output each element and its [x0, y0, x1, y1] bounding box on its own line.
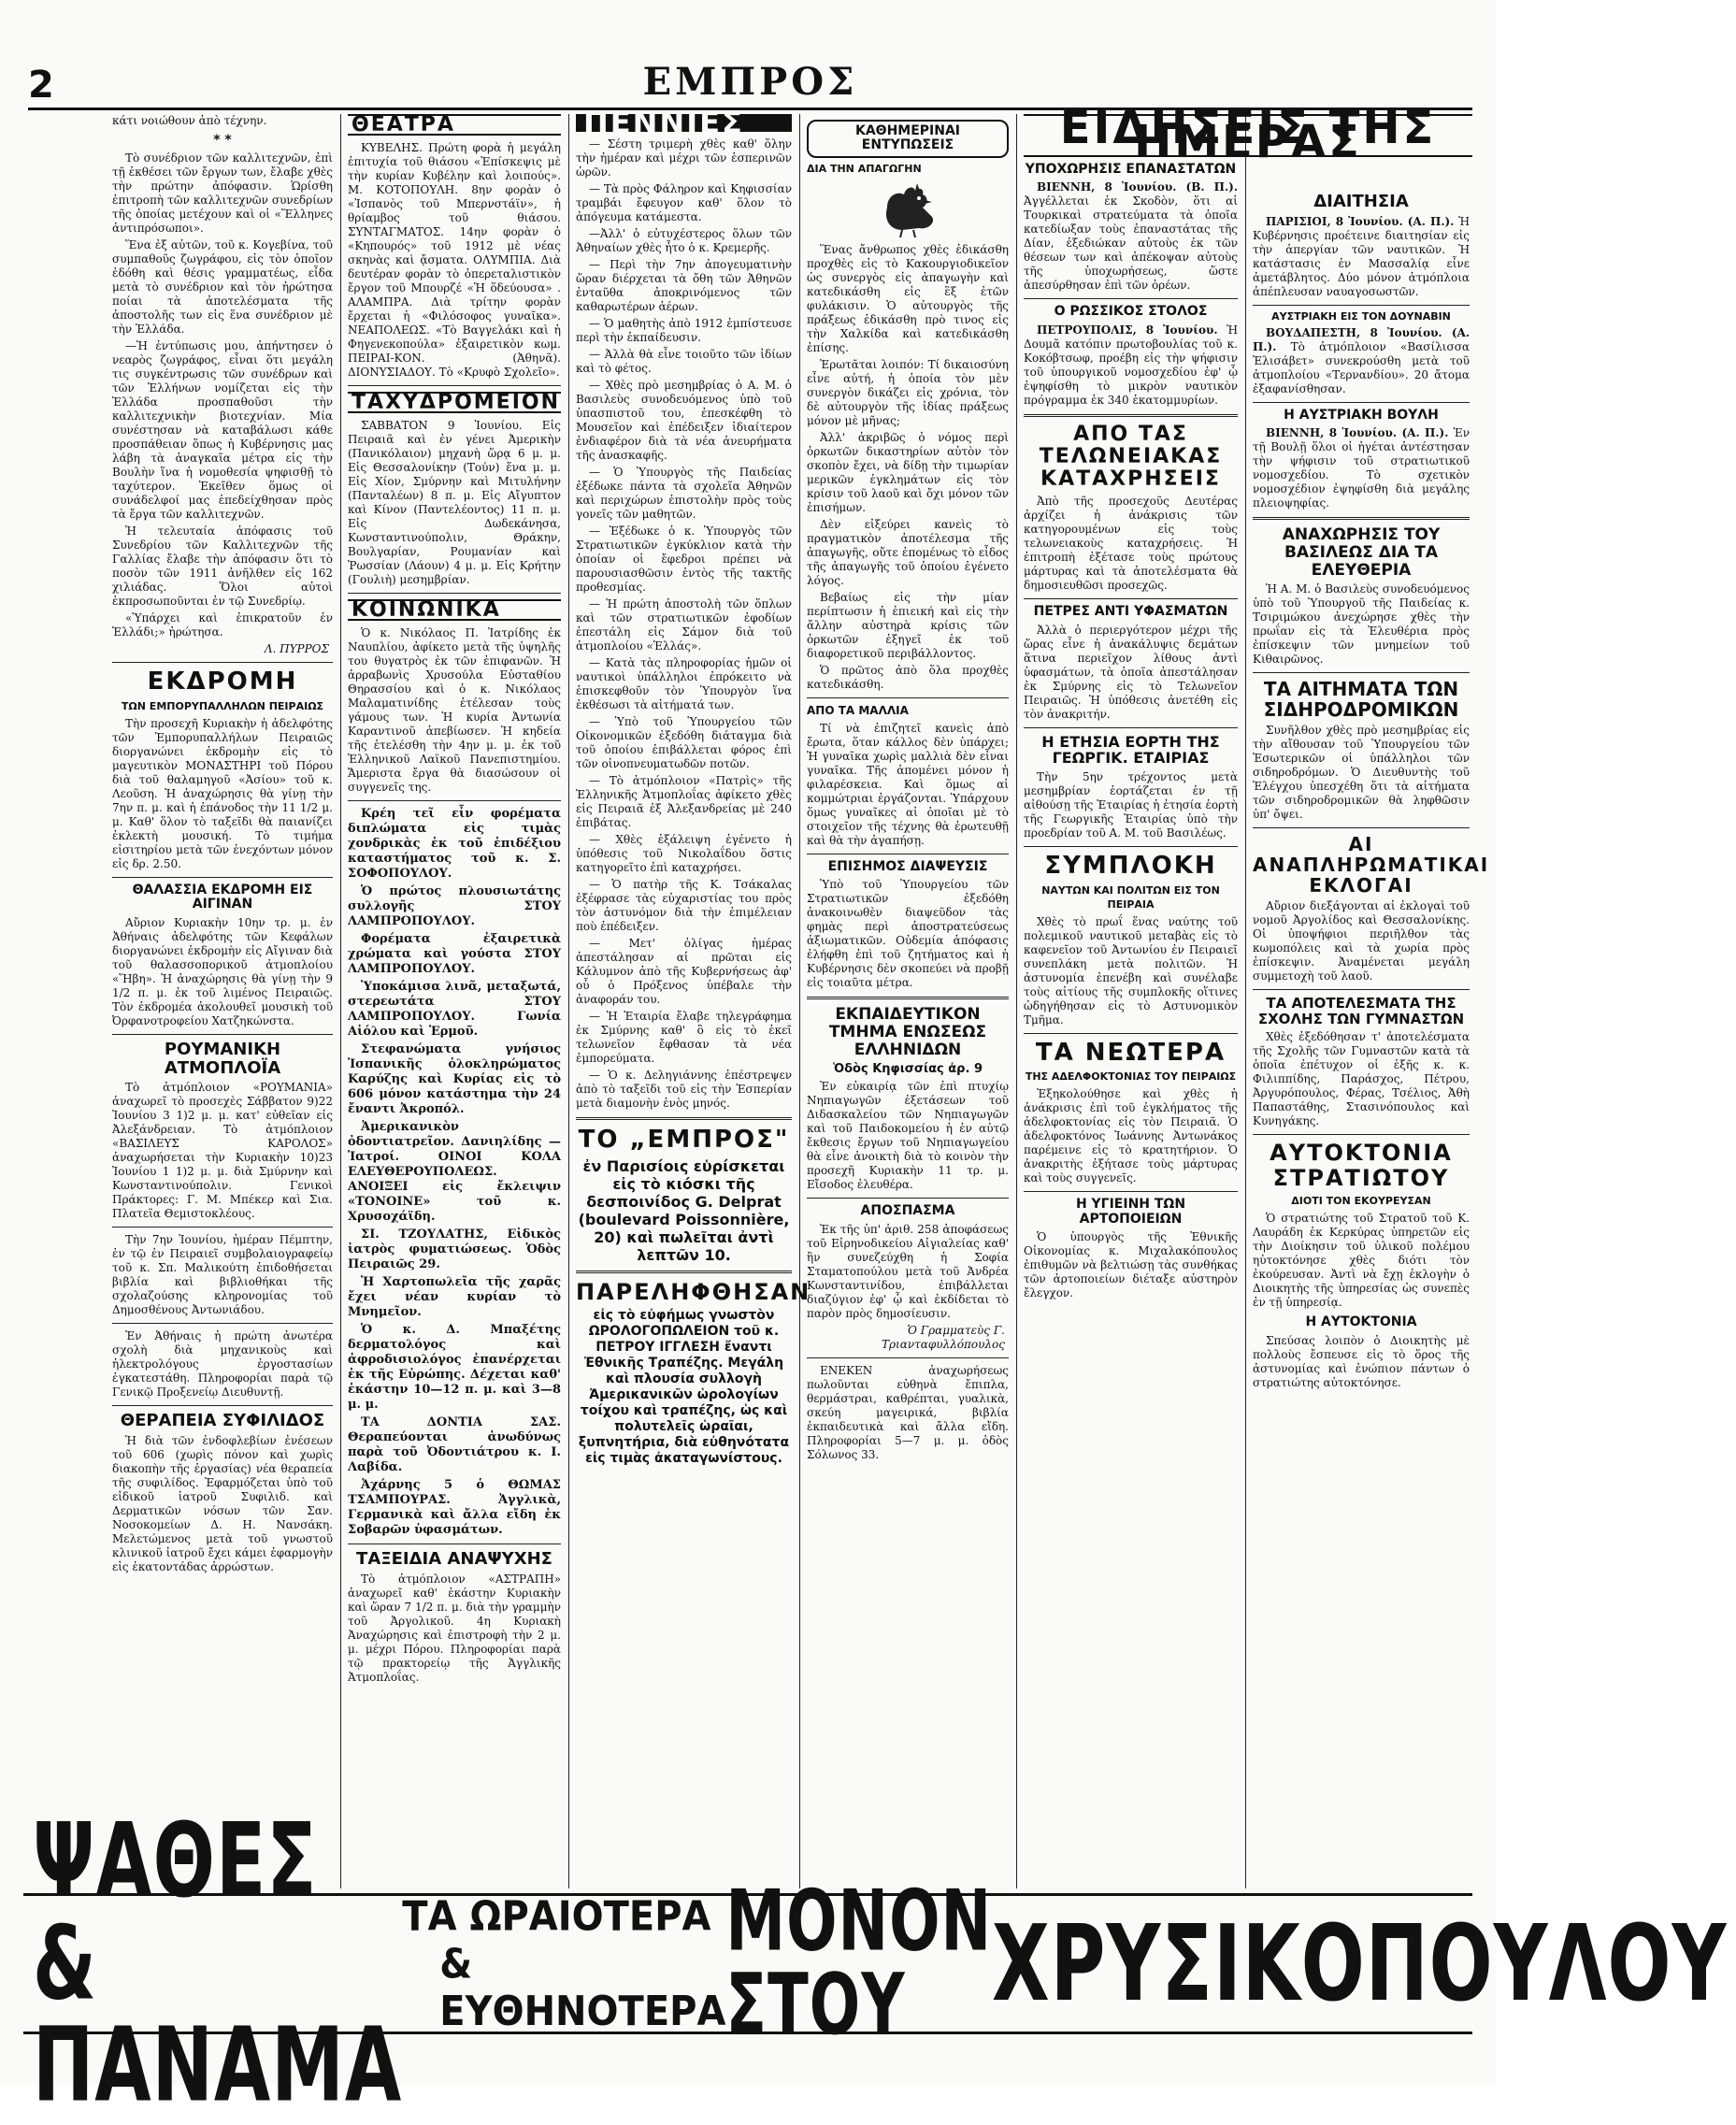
dounavis-text — [1253, 326, 1470, 396]
divider — [1253, 1134, 1470, 1135]
divider — [1253, 672, 1470, 673]
neotera-subheadline: ΤΗΣ ΑΔΕΛΦΟΚΤΟΝΙΑΣ ΤΟΥ ΠΕΙΡΑΙΩΣ — [1025, 1070, 1237, 1084]
pennies-paragraph: — Ὁ μαθητὴς ἀπὸ 1912 ἐμπίστευσε περὶ τὴν ἐκπαίδευσιν. — [576, 317, 792, 344]
pennies-paragraph: — Ἡ πρώτη ἀποστολὴ τῶν ὅπλων καὶ τῶν στρατιωτικῶν ἐφοδίων ἐπεστάλη εἰς Σάμον διὰ τοῦ ἀτμοπλοίου «Ἑλλάς». — [576, 597, 792, 653]
parelifthisan-text: εἰς τὸ εὐφήμως γνωστὸν ΩΡΟΛΟΓΟΠΩΛΕΙΟΝ τοῦ κ. ΠΕΤΡΟΥ ΙΓΓΛΕΣΗ ἔναντι Ἐθνικῆς Τραπέζης. Μεγάλη καὶ πλουσία συλλογὴ Ἀμερικανικῶν ὡρολογίων τοίχου καὶ τραπέζης, ὡς καὶ πολυτελεῖς ὡραῖαι, ξυπνητήρια, διὰ εὐθηνότατα εἰς τιμὰς ἀκαταγωνίστους. — [578, 1307, 790, 1466]
pennies-paragraph: — Μετ' ὀλίγας ἡμέρας ἀπεστάλησαν αἱ πρῶται εἰς Κάλυμνον ἀπὸ τῆς Κυβερνήσεως ἀφ' οὗ ὁ Πρόξενος ὑπέβαλε τὴν ἀναφοράν του. — [576, 937, 792, 1006]
katachriseis-text: Ἀπὸ τῆς προσεχοῦς Δευτέρας ἀρχίζει ἡ ἀνάκρισις τῶν κατηγορουμένων εἰς τοὺς τελωνειακοὺς καταχρήσεις. Ἡ ἐπιτροπὴ ἐξέτασε τοὺς πρώτους μάρτυρας καὶ τὰ ἀποτελέσματα θὰ δημοσιευθῶσι προσεχῶς. — [1024, 495, 1238, 593]
divider — [112, 877, 333, 878]
kathimerinai-paragraph: Δὲν εἰξεύρει κανεὶς τὸ πραγματικὸν ἀποτέλεσμα τῆς ἀπαγωγῆς, οὔτε ἐπομένως τὸ εἶδος τῆς ἀπαγωγῆς τοῦ ὁποίου ἐγένετο λόγος. — [807, 517, 1009, 587]
ekdromi-subheadline: ΤΩΝ ΕΜΠΟΡΥΠΑΛΛΗΛΩΝ ΠΕΙΡΑΙΩΣ — [121, 699, 324, 712]
column-3 — [576, 105, 811, 1888]
masthead: ΕΜΠΡΟΣ — [642, 60, 858, 104]
gymnastes-text: Χθὲς ἐξεδόθησαν τ' ἀποτελέσματα τῆς Σχολῆς τῶν Γυμναστῶν κατὰ τὰ ὁποῖα ἐπέτυχον οἱ ἑξῆς κ. κ. Φιλιππίδης, Παράσχος, Πέτρου, Ἀργυρόπουλος, Φέρας, Τσέλιος, Ἀθὴ Παπαστάθης, Στασινόπουλος καὶ Κυνηγάκης. — [1253, 1030, 1470, 1128]
autoktonia-text: Ὁ στρατιώτης τοῦ Στρατοῦ τοῦ Κ. Λαυράδη ἐκ Κερκύρας ὑπηρετῶν εἰς τὴν Διοίκησιν τοῦ ὑλικοῦ πολέμου ηὐτοκτόνησε χθὲς διότι τὸν ἐκούρευσαν. Ἀντὶ νὰ ἔχῃ ἐκλογὴν ὁ Διοικητὴς τῆς ὑπηρεσίας ὡς συνεπὲς ἐν τῇ ὑπηρεσίᾳ. — [1253, 1212, 1470, 1310]
footer-advertisement — [23, 1802, 1728, 2125]
divider — [807, 1357, 1009, 1358]
dateline: ΠΕΤΡΟΥΠΟΛΙΣ, 8 Ἰουνίου. — [1037, 323, 1218, 337]
pennies-paragraph: — Τὸ ἀτμόπλοιον «Πατρὶς» τῆς Ἑλληνικῆς Ἀτμοπλοΐας ἀφίκετο χθὲς εἰς Πειραιᾶ ἐξ Ἀλεξανδρείας μὲ 240 ἐπιβάτας. — [576, 774, 792, 829]
divider — [1253, 517, 1470, 520]
divider — [112, 1405, 333, 1406]
episimos-headline: ΕΠΙΣΗΜΟΣ ΔΙΑΨΕΥΣΙΣ — [827, 858, 988, 874]
theatra-text: ΚΥΒΕΛΗΣ. Πρώτη φορὰ ἡ μεγάλη ἐπιτυχία τοῦ θιάσου «Ἐπίσκεψις μὲ τὴν κυρίαν Κυβέλην καὶ λοιπούς». Μ. ΚΟΤΟΠΟΥΛΗ. 8ην φορὰν ὁ «Ἰσπανὸς τοῦ Μπερνστάϊν», ἡ θρίαμβος τοῦ θιάσου. ΣΥΝΤΑΓΜΑΤΟΣ. 14ην φορὰν ὁ «Κηπουρός» τοῦ 1912 μὲ νέας σκηνὰς καὶ ᾄσματα. ΟΛΥΜΠΙΑ. Διὰ δευτέραν φορὰν τὸ ὀπερεταλιστικὸν ἔργον τοῦ Μπουρζέ «Ἡ ὅδεύουσα» . ΑΛΑΜΠΡΑ. Διὰ τρίτην φορὰν ἔρχεται ἡ «Φιλόσοφος γυναῖκα». ΝΕΑΠΟΛΕΩΣ. «Τὸ Βαγγελάκι καὶ ἡ Φηγενεκοπούλα» ἐξαιρετικὸν κωμ. ΠΕΙΡΑΙ-ΚΟΝ. (Ἀθηνᾶ). ΔΙΟΝΥΣΙΑΔΟΥ. Τὸ «Κρυφὸ Σχολεῖο». — [348, 141, 561, 379]
ad-item: Κρέη τεῖ εἶν φορέματα διπλώματα εἰς τιμὰς χονδρικὰς ἐκ τοῦ ἐπιδέξιου καταστήματος τοῦ κ. Σ. ΣΟΦΟΠΟΥΛΟΥ. — [348, 807, 561, 881]
article-paragraph: Τὸ συνέδριον τῶν καλλιτεχνῶν, ἐπὶ τῇ ἐκθέσει τῶν ἔργων των, ἔλαβε χθὲς τὴν πρώτην ἀπόφασιν. Ὡρίσθη ἐπιτροπὴ τῶν καλλιτεχνῶν συνεδρίων τῆς ὁποίας μετέχουν καὶ οἱ «Ἕλληνες ἀντιπρόσωποι». — [112, 151, 333, 236]
eorti-text: Τὴν 5ην τρέχοντος μετὰ μεσημβρίαν ἑορτάζεται ἐν τῇ αἰθούσῃ τῆς Ἑταιρίας ἡ ἐτησία ἑορτὴ τῆς Γεωργικῆς Ἑταιρίας ὑπὸ τὴν προεδρίαν τοῦ Α. Μ. τοῦ Βασιλέως. — [1024, 769, 1238, 840]
ypochoriseis-text — [1024, 180, 1238, 293]
vouli-headline: Η ΑΥΣΤΡΙΑΚΗ ΒΟΥΛΗ — [1284, 407, 1439, 423]
divider — [1024, 298, 1238, 299]
pennies-paragraph: — Σέστη τριμερὴ χθὲς καθ' ὅλην τὴν ἡμέραν καὶ μέχρι τῶν ἑσπερινῶν ὡρῶν. — [576, 137, 792, 179]
diaitisia-headline: ΔΙΑΙΤΗΣΙΑ — [1313, 192, 1409, 211]
column-1 — [112, 114, 333, 1888]
divider — [348, 385, 561, 386]
symploki-subheadline: ΝΑΥΤΩΝ ΚΑΙ ΠΟΛΙΤΩΝ ΕΙΣ ΤΟΝ ΠΕΙΡΑΙΑ — [1041, 883, 1220, 911]
dounavis-body: Τὸ ἀτμόπλοιον «Βασίλισσα Ἐλισάβετ» συνεκρούσθη μετὰ τοῦ ἀτμοπλοίου «Τερνανδίου». 20 ἄτομα ἐξαφανίσθησαν. — [1253, 339, 1470, 395]
footer-ad-only-at: ΜΟΝΟΝ ΣΤΟΥ — [725, 1873, 993, 2055]
petres-text: Ἀλλὰ ὁ περιεργότερον μέχρι τῆς ὥρας εἶνε ἡ ἀνακάλυψις δεμάτων ἅτινα περιεῖχον λίθους ἀντὶ ὑφασμάτων, τὰ ὁποῖα ἀπεστάλησαν ἐκ Σμύρνης εἰς τὸ Τελωνεῖον Πειραιῶς. Ἡ ὑπόθεσις ἀνετέθη εἰς τὸν ἀνακριτήν. — [1024, 623, 1238, 721]
divider — [112, 1227, 333, 1228]
pennies-paragraph: — Ἡ Ἑταιρία ἔλαβε τηλεγράφημα ἐκ Σμύρνης καθ' ὃ εἰς τὸ ἐκεῖ τελωνεῖον ἔφθασαν τὰ νέα ἐμπορεύματα. — [576, 1010, 792, 1065]
parelifthisan-headline: ΠΑΡΕΛΗΦΘΗΣΑΝ — [576, 1278, 811, 1305]
column-rule — [1245, 114, 1246, 1888]
article-paragraph: Ἡ τελευταία ἀπόφασις τοῦ Συνεδρίου τῶν Καλλιτεχνῶν τῆς Γαλλίας ἔλαβε τὴν ἀπόφασιν ὅτι τὸ ποσὸν τῶν 1911 ἀνῆλθεν εἰς 162 χιλιάδας. Ὅλοι αὐτοὶ ἐκπροσωποῦνται ἐν τῷ Συνεδρίῳ. — [112, 524, 333, 609]
tachydromeion-text: ΣΑΒΒΑΤΟΝ 9 Ἰουνίου. Εἰς Πειραιᾶ καὶ ἐν γένει Ἀμερικὴν (Πανικόλαιον) μηχανὴ ὥρᾳ 6 μ. μ. Εἰς Θεσσαλονίκην (Τούν) ἕνα μ. μ. Εἰς Χίον, Σμύρνην καὶ Μιτυλήνην (Πανταλέων) 8 π. μ. Εἰς Αἴγυπτον καὶ Κίνον (Παντελέοντος) 11 π. μ. Εἰς Δωδεκάνησα, Κωνσταντινούπολιν, Θράκην, Βουλγαρίαν, Ρουμανίαν καὶ Ῥωσσίαν (Λάουν) 4 μ. μ. Εἰς Κρήτην (Γουλιὴ) μεσημβρίαν. — [348, 419, 561, 586]
ad-item: Ὁ πρώτος πλουσιωτάτης συλλογῆς ΣΤΟΥ ΛΑΜΠΡΟΠΟΥΛΟΥ. — [348, 884, 561, 928]
neotera-text: Ἐξηκολούθησε καὶ χθὲς ἡ ἀνάκρισις ἐπὶ τοῦ ἐγκλήματος τῆς ἀδελφοκτονίας εἰς τὸν Πειραιᾶ. Ὁ ἀδελφοκτόνος Ἰωάννης Ἀντωνάκος παρέμεινε εἰς τὸ κρατητήριον. Ὁ ἀνακριτὴς ἐξήτασε τοὺς μάρτυρας καὶ τοὺς συγγενεῖς. — [1024, 1087, 1238, 1185]
dateline: ΠΑΡΙΣΙΟΙ, 8 Ἰουνίου. (Α. Π.). — [1266, 214, 1455, 228]
article-paragraph: Ἐν Ἀθήναις ἡ πρώτη ἀνωτέρα σχολὴ διὰ μηχανικοὺς καὶ ἠλεκτρολόγους ἐργοστασίων ἐγκατεστάθη. Πληροφορίαι παρὰ τῷ Γενικῷ Προξενείῳ Διευθυντῇ. — [112, 1329, 333, 1400]
ekdromi-headline: ΕΚΔΡΟΜΗ — [147, 668, 298, 696]
divider — [807, 997, 1009, 999]
divider — [1024, 414, 1238, 417]
divider — [348, 1543, 561, 1544]
emprosad-headline: ΤΟ „ΕΜΠΡΟΣ" — [578, 1126, 790, 1154]
therapeia-headline: ΘΕΡΑΠΕΙΑ ΣΥΦΙΛΙΔΟΣ — [120, 1411, 325, 1431]
diaitisia-body: Ἡ Κυβέρνησις προέτεινε διαιτησίαν εἰς τὴν ἀπεργίαν τῶν ναυτικῶν. Ἡ κατάστασις ἐν Μασσαλίᾳ εἶνε ἀμετάβλητος. Δύο μόνον ἀτμόπλοια ἀπέπλευσαν ναυαγοσωστῶν. — [1253, 214, 1470, 298]
roumaniki-headline: ΡΟΥΜΑΝΙΚΗ ΑΤΜΟΠΛΟΪΑ — [164, 1039, 281, 1078]
divider — [1253, 402, 1470, 403]
ygieini-headline: Η ΥΓΙΕΙΝΗ ΤΩΝ ΑΡΤΟΠΟΙΕΙΩΝ — [1075, 1197, 1186, 1227]
neotera-headline: ΤΑ ΝΕΩΤΕΡΑ — [1035, 1038, 1227, 1067]
pennies-paragraph: — Χθὲς ἐξάλειψη ἐγένετο ἡ ὑπόθεσις τοῦ Νικολαΐδου ὅστις κατηγορεῖτο ἐπὶ καταχρήσει. — [576, 833, 792, 874]
episimos-text: Ὑπὸ τοῦ Ὑπουργείου τῶν Στρατιωτικῶν ἐξεδόθη ἀνακοινωθὲν διαψεῦδον τὰς φημὰς περὶ ἀποστρατεύσεως ἀξιωματικῶν. Οὐδεμία ἀπόφασις ἐλήφθη ἐπὶ τοῦ ζητήματος καὶ ἡ Κυβέρνησις δὲν σκοπεύει νὰ προβῇ εἰς τοιαῦτα μέτρα. — [807, 878, 1009, 990]
i-autoktonia-headline: Η ΑΥΤΟΚΤΟΝΙΑ — [1305, 1314, 1417, 1330]
footer-ad-headline: ΨΑΘΕΣ & ΠΑΝΑΜΑ — [33, 1802, 403, 2125]
koinonika-headline: ΚΟΙΝΩΝΙΚΑ — [348, 599, 561, 621]
petres-headline: ΠΕΤΡΕΣ ΑΝΤΙ ΥΦΑΣΜΑΤΩΝ — [1033, 604, 1228, 620]
aitimata-text: Συνῆλθον χθὲς πρὸ μεσημβρίας εἰς τὴν αἴθουσαν τοῦ Ὑπουργείου τῶν Ἐσωτερικῶν οἱ ὑπάλληλοι τῶν σιδηροδρόμων. Ὁ Διευθυντὴς τοῦ Ἐλέγχου ὑπεσχέθη ὅτι τὰ αἰτήματα τῶν σιδηροδρομικῶν θὰ ληφθῶσιν ὑπ' ὄψει. — [1253, 724, 1470, 822]
ads-block — [348, 807, 561, 1538]
aitimata-headline: ΤΑ ΑΙΤΗΜΑΤΑ ΤΩΝ ΣΙΔΗΡΟΔΡΟΜΙΚΩΝ — [1263, 678, 1459, 722]
vouli-body: Ἐν τῇ Βουλῇ ὅλοι οἱ ἡγέται ἀντέστησαν τὴν ψήφισιν τοῦ στρατιωτικοῦ νομοσχεδίου. Τὸ σχετικὸν νομοσχέδιον ἐψηφίσθη διὰ μεγάλης πλειοψηφίας. — [1253, 426, 1470, 510]
ad-item: ΤΑ ΔΟΝΤΙΑ ΣΑΣ. Θεραπεύονται ἀνωδύνως παρὰ τοῦ Ὀδοντιάτρου κ. Ι. Λαβίδα. — [348, 1415, 561, 1474]
ad-item: Ὁ κ. Δ. Μπαξέτης δερματολόγος καὶ ἀφροδισιολόγος ἐπανέρχεται ἐκ τῆς Εὐρώπης. Δέχεται καθ' ἑκάστην 10—12 π. μ. καὶ 3—8 μ. μ. — [348, 1323, 561, 1412]
eneken-text: ΕΝΕΚΕΝ ἀναχωρήσεως πωλοῦνται εὐθηνὰ ἔπιπλα, θερμάστραι, καθρέπται, γυαλικὰ, σκεύη μαγειρικά, βιβλία ἐκπαιδευτικὰ καὶ ἄλλα εἴδη. Πληροφορίαι 5—7 μ. μ. ὁδὸς Σόλωνος 33. — [807, 1363, 1009, 1461]
divider — [348, 800, 561, 801]
ekpaideutikon-text: Ἐν εὐκαιρίᾳ τῶν ἐπὶ πτυχίῳ Νηπιαγωγῶν ἐξετάσεων τοῦ Διδασκαλείου τῶν Νηπιαγωγῶν καὶ τοῦ Παιδοκομείου ἡ ἐν αὐτῷ ἔκθεσις ἔργων τοῦ Νηπιαγωγείου θὰ εἶνε ἀνοικτὴ διὰ τὸ κοινὸν τὴν προσεχῆ Κυριακὴν 11 τρ. μ. Εἴσοδος ἐλευθέρα. — [807, 1080, 1009, 1192]
column-4 — [807, 114, 1009, 1888]
pennies-headline: ΠΕΝΝΙΕΣ — [576, 114, 792, 132]
maldia-headline: ΑΠΟ ΤΑ ΜΑΛΛΙΑ — [807, 703, 909, 717]
apospasma-signature: Ὁ Γραμματεὺς Γ. Τριανταφυλλόπουλος — [882, 1323, 1005, 1351]
gymnastes-headline: ΤΑ ΑΠΟΤΕΛΕΣΜΑΤΑ ΤΗΣ ΣΧΟΛΗΣ ΤΩΝ ΓΥΜΝΑΣΤΩΝ — [1257, 995, 1465, 1027]
kathimerinai-paragraph: Βεβαίως εἰς τὴν μίαν περίπτωσιν ἡ ἐπιεική καὶ εἰς τὴν ἄλλην αὐστηρὰ κρίσις τῶν ὁρκωτῶν ἐξηγεῖ ἐκ τοῦ διαφορετικοῦ περιβάλλοντος. — [807, 590, 1009, 660]
ekloges-text: Αὔριον διεξάγονται αἱ ἐκλογαὶ τοῦ νομοῦ Ἀργολίδος καὶ Θεσσαλονίκης. Οἱ ὑποψήφιοι περιῆλθον τὰς κωμοπόλεις καὶ τὰ χωρία πρὸς ἐπίσκεψιν. Ἀναμένεται μεγάλη συμμετοχὴ τοῦ λαοῦ. — [1253, 899, 1470, 984]
eidiseis-headline: ΕΙΔΗΣΕΙΣ ΤΗΣ ΗΜΕΡΑΣ — [1024, 114, 1472, 157]
therapeia-text: Ἡ διὰ τῶν ἐνδοφλεβίων ἐνέσεων τοῦ 606 (χωρὶς πόνον καὶ χωρὶς διακοπὴν τῆς ἐργασίας) νέα θεραπεία τῆς συφιλίδος. Ἐφαρμόζεται ὑπὸ τοῦ εἰδικοῦ ἰατροῦ Συφιλιδ. καὶ Δερματικῶν νόσων τῶν Σαν. Νοσοκομείων Δ. Η. Νανσάκη. Μελετώμενος μετὰ τοῦ γνωστοῦ κλινικοῦ ἰατροῦ ἔχει κάμει ἐφαρμογὴν εἰς ἑκατοντάδας ἀρρώστων. — [112, 1434, 333, 1574]
kathimerinai-paragraph: Ἕνας ἄνθρωπος χθὲς ἐδικάσθη προχθὲς εἰς τὸ Κακουργιοδικεῖον ὡς συνεργὸς εἰς ἀπαγωγὴν καὶ κατεδικάσθη εἰς ἓξ ἐτῶν φυλάκισιν. Ὁ αὐτουργὸς τῆς πράξεως ἐδικάσθη πρὸ τινος εἰς τὴν Χαλκίδα καὶ κατεδικάσθη ἐπίσης. — [807, 242, 1009, 354]
pennies-paragraph: — Ὁ κ. Δεληγιάννης ἐπέστρεψεν ἀπὸ τὸ ταξεῖδι τοῦ εἰς τὴν Ἑσπερίαν μετὰ διαμονὴν ἑνὸς μηνός. — [576, 1069, 792, 1110]
rossikos-stolos-body: Ἡ Δουμᾶ κατόπιν πρωτοβουλίας τοῦ κ. Κοκόβτσωφ, προέβη εἰς τὴν ψήφισιν τοῦ ὑπουργικοῦ νομοσχεδίου ἐφ' ᾧ ἐψηφίσθη τὸ μικρὸν ναυτικὸν πρόγραμμα ἐκ 340 ἑκατομμυρίων. — [1024, 323, 1238, 407]
pennies-paragraph: — Ἀλλὰ θὰ εἶνε τοιοῦτο τῶν ἰδίων καὶ τὸ φέτος. — [576, 348, 792, 375]
column-6 — [1253, 187, 1490, 1888]
vouli-text — [1253, 426, 1470, 510]
divider — [1024, 727, 1238, 728]
footer-ad-tagline-line1: ΤΑ ΩΡΑΙΟΤΕΡΑ — [402, 1892, 711, 1941]
thalassia-headline: ΘΑΛΑΣΣΙΑ ΕΚΔΡΟΜΗ ΕΙΣ ΑΙΓΙΝΑΝ — [132, 882, 313, 912]
vasileus-text: Ἡ Α. Μ. ὁ Βασιλεὺς συνοδευόμενος ὑπὸ τοῦ Ὑπουργοῦ τῆς Παιδείας κ. Τσιριμώκου ἀνεχώρησε χθὲς τὴν πρωΐαν εἰς τὰ Ἐλευθέρια πρὸς ἐπίσκεψιν τῶν μνημείων τοῦ Κιθαιρῶνος. — [1253, 582, 1470, 667]
katachriseis-headline: ΑΠΟ ΤΑΣ ΤΕΛΩΝΕΙΑΚΑΣ ΚΑΤΑΧΡΗΣΕΙΣ — [1039, 422, 1223, 492]
rooster-icon — [870, 179, 945, 239]
divider — [576, 1271, 792, 1273]
column-rule — [1016, 114, 1017, 1888]
ekdromi-text: Τὴν προσεχῆ Κυριακὴν ἡ ἀδελφότης τῶν Ἐμπορυπαλλήλων Πειραιῶς διοργανώνει ἐκδρομὴν εἰς τὸ μαγευτικὸν ΜΟΝΑΣΤΗΡΙ τοῦ Πόρου διὰ τοῦ θαλαμηγοῦ «Ἀσίου» τοῦ κ. Λεοῦση. Ἡ ἀναχώρησις θὰ γίνῃ τὴν 7ην π. μ. καὶ ἡ ἐπάνοδος τὴν 11 1/2 μ. μ. Καθ' ὅλον τὸ ταξεῖδι θὰ παιανίζει ἐκλεκτὴ μουσική. Τὸ τιμήμα εἰσιτηρίου μετὰ τῶν ἐνεχόντων μόνον εἰς δρ. 2.50. — [112, 716, 333, 870]
divider — [576, 1117, 792, 1120]
symploki-headline: ΣΥΜΠΛΟΚΗ — [1044, 851, 1217, 880]
divider — [112, 662, 333, 663]
maldia-text: Τί νὰ ἐπιζητεῖ κανεὶς ἀπὸ ἔρωτα, ὅταν κάλλος δὲν ὑπάρχει; Ἡ γυναῖκα χωρὶς μαλλιὰ δὲν εἶναι γυναῖκα. Τῆς ἀπομένει μόνον ἡ φιλαρέσκεια. Καὶ ὅμως αἱ κομμώτριαι ἐργάζονται. Ὑπάρχουν ὅμως γυναῖκες αἱ ὁποῖαι μὲ τὸ στοιχεῖον τῆς τέχνης θὰ ἐρωτευθῇ καὶ θὰ τὴν ἀγαπήσῃ. — [807, 721, 1009, 847]
pennies-paragraph: — Περὶ τὴν 7ην ἀπογευματινὴν ὥραν διέρχεται τὰ ὄθη τῶν Ἀθηνῶν ἐνταῦθα ἀποκρινόμενος τῶν καθαρωτέρων ἀέρων. — [576, 258, 792, 313]
eortí-headline: Η ΕΤΗΣΙΑ ΕΟΡΤΗ ΤΗΣ ΓΕΩΡΓΙΚ. ΕΤΑΙΡΙΑΣ — [1041, 732, 1220, 768]
pennies-paragraph: —Ἀλλ' ὁ εὐτυχέστερος ὅλων τῶν Ἀθηναίων χθὲς ἦτο ὁ κ. Κρεμερῆς. — [576, 227, 792, 254]
taxeidia-headline: ΤΑΞΕΙΔΙΑ ΑΝΑΨΥΧΗΣ — [356, 1549, 552, 1569]
divider — [348, 593, 561, 594]
ad-item: Ἀμερικανικὸν ὀδοντιατρεῖον. Δανιηλίδης — Ἰατροί. ΟΙΝΟΙ ΚΟΛΑ ΕΛΕΥΘΕΡΟΥΠΟΛΕΩΣ. ΑΝΟΙΞΕΙ εἰς ἔκλειψιν «TONOINE» τοῦ κ. Χρυσοχάϊδη. — [348, 1120, 561, 1224]
dateline: ΒΙΕΝΝΗ, 8 Ἰουνίου. (Β. Π.). — [1037, 180, 1238, 194]
ad-item: ΣΙ. ΤΖΟΥΛΑΤΗΣ, Εἰδικὸς ἰατρὸς φυματιώσεως. Ὁδὸς Πειραιῶς 29. — [348, 1228, 561, 1271]
article-paragraph: Ἕνα ἐξ αὐτῶν, τοῦ κ. Κογεβίνα, τοῦ συμπαθοῦς ζωγράφου, εἰς τὸν ὁποῖον ἐδόθη καὶ θέσις γραμματέως, εἶδα μετὰ τὸ συνέδριον καὶ τὸν ἠρώτησα ποίαι τὰ ἀποτελέσματα τῆς ἀποστολῆς των εἰς ἕνα συνέδριον μὲ τὴν Ἑλλάδα. — [112, 238, 333, 337]
thalassia-text: Αὔριον Κυριακὴν 10ην τρ. μ. ἐν Ἀθήναις ἀδελφότης τῶν Κεφάλων διοργανώνει ἐκδρομὴν εἰς Αἴγιναν διὰ τοῦ θαλασσοπορικοῦ ἀτμοπλοίου «Ἥβη». Ἡ ἀναχώρησις θὰ γίνῃ τὴν 9 1/2 π. μ. ἐκ τοῦ λιμένος Πειραιῶς. Τὸν ἐκδρομέα ἀκολουθεῖ μουσικὴ τοῦ Ὀρφανοτροφείου Χατζηκώνστα. — [112, 915, 333, 1027]
kathimerinai-subheadline: ΔΙΑ ΤΗΝ ΑΠΑΓΩΓΗΝ — [807, 162, 922, 175]
footer-ad-tagline-line2: & ΕΥΘΗΝΟΤΕΡΑ — [439, 1940, 726, 2035]
divider — [1253, 305, 1470, 306]
kathimerinai-paragraph: Ἐρωτᾶται λοιπόν: Τί δικαιοσύνη εἶνε αὐτή, ἡ ὁποία τὸν μὲν συνεργὸν δικάζει εἰς χρόνια, τὸν δὲ αὐτουργὸν τῆς ἰδίας πράξεως μόνον μὲ μῆνας; — [807, 357, 1009, 427]
ekpaideutikon-subheadline: Ὁδὸς Κηφισσίας ἀρ. 9 — [832, 1062, 983, 1077]
ekloges-headline: ΑΙ ΑΝΑΠΛΗΡΩΜΑΤΙΚΑΙ ΕΚΛΟΓΑΙ — [1253, 833, 1490, 897]
page-number: 2 — [28, 64, 54, 107]
koinonika-text: Ὁ κ. Νικόλαος Π. Ἰατρίδης ἐκ Ναυπλίου, ἀφίκετο μετὰ τῆς ὑψηλῆς του θυγατρὸς ἐκ τῶν ἐπιφανῶν. Ἡ ἀρραβωνὶς Χρυσούλα Εὐσταθίου Θηρασσίου καὶ ὁ κ. Νικόλαος Μαλαματινίδης ἐτέλεσαν τοὺς γάμους των. Ἡ κυρία Ἀντωνία Καραντινοῦ ἀπεβίωσεν. Ἡ κηδεία τῆς ἐτελέσθη τὴν 4ην μ. μ. ἐκ τοῦ Ἑλληνικοῦ Λαϊκοῦ Πανεπιστημίου. Ἄμεριστα ἔργα θὰ διασώσουν οἱ συγγενεῖς της. — [348, 626, 561, 794]
divider — [807, 697, 1009, 698]
ad-item: Φορέματα ἐξαιρετικὰ χρώματα καὶ γούστα ΣΤΟΥ ΛΑΜΠΡΟΠΟΥΛΟΥ. — [348, 932, 561, 976]
divider — [1024, 846, 1238, 847]
divider — [1253, 827, 1470, 828]
divider — [112, 1034, 333, 1035]
i-autoktonia-text: Σπεύσας λοιπὸν ὁ Διοικητὴς μὲ πολλοὺς ἔσπευσε εἰς τὸ ὅρος τῆς ἀστυνομίας καὶ ἐνώπιον πάντων ὁ στρατιώτης αὐτοκτόνησε. — [1253, 1333, 1470, 1389]
rossikos-stolos-headline: Ο ΡΩΣΣΙΚΟΣ ΣΤΟΛΟΣ — [1054, 304, 1208, 320]
ekpaideutikon-headline: ΕΚΠΑΙΔΕΥΤΙΚΟΝ ΤΜΗΜΑ ΕΝΩΣΕΩΣ ΕΛΛΗΝΙΔΩΝ — [828, 1005, 987, 1059]
apospasma-text: Ἐκ τῆς ὑπ' ἀριθ. 258 ἀποφάσεως τοῦ Εἰρηνοδικείου Αἰγιαλείας καθ' ἣν συνεζεύχθη ἡ Σοφία Σταματοπούλου μετὰ τοῦ Ἀνδρέα Κωνσταντινίδου, ἐπιβάλλεται διαζύγιον ἐφ' ᾧ καὶ ἐκδίδεται τὸ παρὸν πρὸς δημοσίευσιν. — [807, 1222, 1009, 1320]
ypochoriseis-body: Ἀγγέλλεται ἐκ Σκοδὸν, ὅτι αἱ Τουρκικαὶ στρατεύματα τὰ ὁποῖα κατεδίωξαν τοὺς ἐπαναστάτας τῆς Δίαν, ἐξεδιώκαν αὐτοὺς ἐκ τῶν θέσεων των καὶ ἀπέκοψαν αὐτοὺς τῆς ὑποχωρήσεως, ὥστε ἀπεσύρθησαν ἐπὶ τῶν ὀρέων. — [1024, 194, 1238, 293]
column-rule — [340, 114, 341, 1888]
divider — [1024, 1191, 1238, 1192]
pennies-paragraph: — Τὰ πρὸς Φάληρον καὶ Κηφισσίαν τραμβάι ἔφευγον καθ' ὅλον τὸ ἀπόγευμα κατάμεστα. — [576, 182, 792, 223]
autoktonia-headline: ΑΥΤΟΚΤΟΝΙΑ ΣΤΡΑΤΙΩΤΟΥ — [1270, 1140, 1453, 1191]
diaitisia-text — [1253, 215, 1470, 299]
dounavis-headline: ΑΥΣΤΡΙΑΚΗ ΕΙΣ ΤΟΝ ΔΟΥΝΑΒΙΝ — [1271, 309, 1451, 323]
footer-ad-tagline — [402, 1893, 725, 2035]
rossikos-stolos-text — [1024, 323, 1238, 408]
autoktonia-subheadline: ΔΙΟΤΙ ΤΟΝ ΕΚΟΥΡΕΥΣΑΝ — [1291, 1195, 1431, 1208]
footer-ad-store-name: ΧΡΥΣΙΚΟΠΟΥΛΟΥ — [992, 1902, 1728, 2024]
divider — [1024, 598, 1238, 599]
article-paragraph: Τὴν 7ην Ἰουνίου, ἡμέραν Πέμπτην, ἐν τῷ ἐν Πειραιεῖ συμβολαιογραφείῳ τοῦ κ. Σπ. Μαλικούτη ἐπιδοθήσεται βιβλία καὶ βιβλιοθήκαι τῆς σχολαζούσης κληρονομίας τοῦ Δημοσθένους Ἀντωνιάδου. — [112, 1233, 333, 1317]
divider — [112, 1323, 333, 1324]
pennies-paragraph: — Ὁ πατὴρ τῆς Κ. Τσάκαλας ἐξέφρασε τὰς εὐχαριστίας του πρὸς τὸν ἀστυνόμον διὰ τὴν ἐπιμέλειαν ποὺ ἐπέδειξεν. — [576, 878, 792, 933]
divider — [807, 1198, 1009, 1199]
ad-item: Ἀχάρνης 5 ὁ ΘΩΜΑΣ ΤΣΑΜΠΟΥΡΑΣ. Ἀγγλικὰ, Γερμανικὰ καὶ ἄλλα εἴδη ἐκ Σοβαρῶν ὑφασμάτων. — [348, 1478, 561, 1537]
vasileus-headline: ΑΝΑΧΩΡΗΣΙΣ ΤΟΥ ΒΑΣΙΛΕΩΣ ΔΙΑ ΤΑ ΕΛΕΥΘΕΡΙΑ — [1282, 525, 1441, 580]
pennies-paragraph: — Χθὲς πρὸ μεσημβρίας ὁ Α. Μ. ὁ Βασιλεὺς συνοδευόμενος ὑπὸ τοῦ ὑπασπιστοῦ του, ἐπεσκέφθη τὸ Μουσεῖον καὶ ἐπέδειξεν ἰδιαίτερον ἐνδιαφέρον διὰ τὰ νέα ἀνευρήματα τῆς ἀνασκαφῆς. — [576, 379, 792, 462]
taxeidia-text: Τὸ ἀτμόπλοιον «ΑΣΤΡΑΠΗ» ἀναχωρεῖ καθ' ἑκάστην Κυριακὴν καὶ ὥραν 7 1/2 π. μ. διὰ τὴν γραμμὴν τοῦ Ἀργολικοῦ. 4η Κυριακὴ Ἀναχώρησις καὶ ἐπιστροφὴ τὴν 2 μ. μ. μέχρι Πόρου. Πληροφορίαι παρὰ τῷ πρακτορείῳ τῆς Ἀγγλικῆς Ἀτμοπλοΐας. — [348, 1572, 561, 1684]
kathimerinai-paragraph: Ἀλλ' ἀκριβῶς ὁ νόμος περὶ ὁρκωτῶν δικαστηρίων αὐτὸν τὸν σκοπὸν ἔχει, νὰ δίδῃ τὴν τιμωρίαν μερικῶν ἐγκλημάτων εἰς τὸν κρίσιν τοῦ λαοῦ καὶ ὄχι μόνον τῶν ἐπισήμων. — [807, 430, 1009, 514]
column-rule — [799, 114, 800, 1888]
pennies-paragraph: — Κατὰ τὰς πληροφορίας ἡμῶν οἱ ναυτικοὶ ὑπάλληλοι ἐπρόκειτο νὰ ἐπισκεφθοῦν τὸν Ὑπουργὸν ἵνα ἐκθέσωσι τὰ αἰτήματά των. — [576, 656, 792, 711]
dateline: ΒΙΕΝΝΗ, 8 Ἰουνίου. (Α. Π.). — [1266, 426, 1449, 440]
symploki-text: Χθὲς τὸ πρωΐ ἕνας ναύτης τοῦ πολεμικοῦ ναυτικοῦ μεταβὰς εἰς τὸ καφενεῖον τοῦ Ἀντωνίου ἐν Πειραιεῖ συνεπλάκη μετὰ πολιτῶν. Ἡ ἀστυνομία ἐπενέβη καὶ συνέλαβε τοὺς αἰτίους τῆς συμπλοκῆς οἵτινες ὡδηγήθησαν εἰς τὸ Αστυνομικὸν Τμῆμα. — [1024, 914, 1238, 1027]
ad-item: Στεφανώματα γνήσιος Ἰσπανικῆς ὀλοκληρώματος Καρύζης καὶ Κυρίας εἰς τὸ 606 μόνον κατάστημα τὴν 24 ἔναντι Ἀκροπόλ. — [348, 1042, 561, 1116]
apospasma-headline: ΑΠΟΣΠΑΣΜΑ — [860, 1203, 955, 1219]
pennies-paragraph: — Ὁ Ὑπουργὸς τῆς Παιδείας ἐξέδωκε πάντα τὰ σχολεῖα Ἀθηνῶν καὶ περιχώρων ἐπιστολὴν πρὸς τοὺς γονεῖς τῶν μαθητῶν. — [576, 466, 792, 521]
article-signature: Λ. ΠΥΡΡΟΣ — [264, 642, 329, 656]
lead-fragment: κάτι νοιώθουν ἀπὸ τέχνην. — [112, 114, 267, 127]
article-paragraph: «Ὑπάρχει καὶ ἐπικρατοῦν ἐν Ἑλλάδι;» ἠρώτησα. — [112, 611, 333, 639]
kathimerinai-paragraph: Ὁ πρῶτος ἀπὸ ὅλα προχθὲς κατεδικάσθη. — [807, 663, 1009, 691]
ypochoriseis-headline: ΥΠΟΧΩΡΗΣΙΣ ΕΠΑΝΑΣΤΑΤΩΝ — [1025, 162, 1237, 177]
divider — [1024, 1033, 1238, 1034]
ad-item: Ὑποκάμισα λινᾶ, μεταξωτά, στερεωτάτα ΣΤΟΥ ΛΑΜΠΡΟΠΟΥΛΟΥ. Γωνία Αἰόλου καὶ Ἑρμοῦ. — [348, 980, 561, 1039]
pennies-paragraph: — Ὑπὸ τοῦ Ὑπουργείου τῶν Οἰκονομικῶν ἐξεδόθη διάταγμα διὰ τοῦ ὁποίου ἐπιβάλλεται φόρος ἐπὶ τῶν οἰνοπνευματωδῶν ποτῶν. — [576, 715, 792, 770]
asterism: * * — [213, 133, 232, 148]
theatra-headline: ΘΕΑΤΡΑ — [348, 114, 561, 136]
emprosad-text: ἐν Παρισίοις εὑρίσκεται εἰς τὸ κιόσκι τῆς δεσποινίδος G. Delprat (boulevard Poissonnière, 20) καὶ πωλεῖται ἀντὶ λεπτῶν 10. — [578, 1156, 790, 1264]
dateline: ΒΟΥΔΑΠΕΣΤΗ, 8 Ἰουνίου. (Α. Π.). — [1253, 325, 1470, 353]
divider — [1253, 989, 1470, 990]
roumaniki-text: Τὸ ἀτμόπλοιον «ΡΟΥΜΑΝΙΑ» ἀναχωρεῖ τὸ προσεχὲς Σάββατον 9)22 Ἰουνίου 3 1)2 μ. μ. κατ' εὐθεῖαν εἰς Ἀλεξάνδρειαν. Τὸ ἀτμόπλοιον «ΒΑΣΙΛΕΥΣ ΚΑΡΟΛΟΣ» ἀναχωρήσεται τὴν Κυριακὴν 10)23 Ἰουνίου 1 1)2 μ. μ. διὰ Σμύρνην καὶ Κωνσταντινούπολιν. Γενικοὶ Πράκτορες: Γ. Μ. Μπέκερ καὶ Σια. Πλατεῖα Θεμιστοκλέους. — [112, 1081, 333, 1221]
column-2 — [348, 114, 561, 1888]
column-rule — [568, 114, 569, 1888]
tachydromeion-headline: ΤΑΧΥΔΡΟΜΕΙΟΝ — [348, 392, 561, 413]
article-paragraph: —Ἡ ἐντύπωσις μου, ἀπήντησεν ὁ νεαρὸς ζωγράφος, εἶναι ὅτι μεγάλη τις συγκέντρωσις τῶν συνέδρων καὶ τῶν Ἑλλήνων νομίζεται εἰς τὴν Ἑλλάδα προσπαθοῦσι τὴν καλλιτεχνικὴν βιοτεχνίαν. Μία συνέστησαν νὰ καταβάλωσι κάθε προσπάθειαν ὅπως ἡ Κυβέρνησις μας λάβη τὰ ἀναγκαῖα μέτρα εἰς τὴν Βουλὴν ἵνα ἡ νομοθεσία ψηφισθῇ τὸ ταχύτερον. Ἐκεῖθεν ὅμως οἱ συνάδελφοί μας ἐπεδείχθησαν πρὸς τὰ ἔργα τῶν καλλιτεχνῶν. — [112, 339, 333, 522]
kathimerinai-headline: ΚΑΘΗΜΕΡΙΝΑΙ ΕΝΤΥΠΩΣΕΙΣ — [807, 120, 1009, 158]
ad-item: Ἡ Χαρτοπωλεῖα τῆς χαρᾶς ἔχει νέαν κυρίαν τὸ Μνημεῖον. — [348, 1275, 561, 1319]
pennies-paragraph: — Ἐξέδωκε ὁ κ. Ὑπουργὸς τῶν Στρατιωτικῶν ἐγκύκλιον κατὰ τὴν ὁποίαν οἱ ἔφεδροι πρέπει νὰ παρουσιασθῶσιν ἐντὸς τῆς τακτῆς προθεσμίας. — [576, 524, 792, 594]
ygieini-text: Ὁ ὑπουργὸς τῆς Ἐθνικῆς Οἰκονομίας κ. Μιχαλακόπουλος ἐπιθυμῶν νὰ βελτιώσῃ τὰς συνθήκας τῶν ἀρτοποιείων διέταξε αὐστηρὸν ἔλεγχον. — [1024, 1229, 1238, 1299]
